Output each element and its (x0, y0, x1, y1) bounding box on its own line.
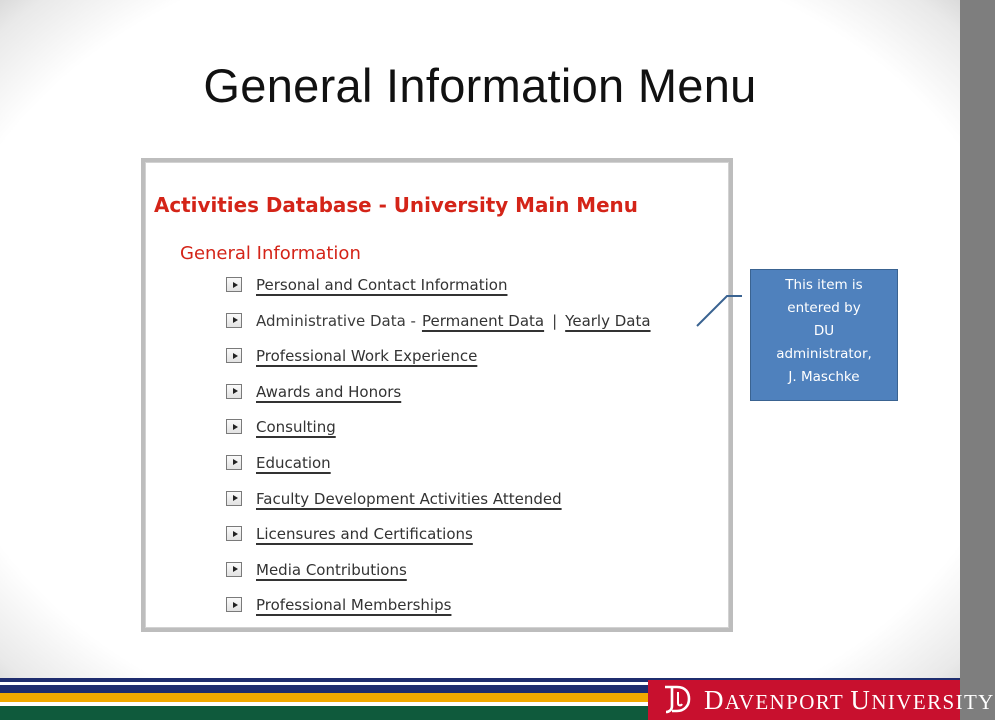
list-item (226, 561, 651, 597)
administrative-data-label: Administrative Data - (256, 311, 416, 330)
link-separator: | (552, 311, 558, 330)
database-header: Activities Database - University Main Menu (154, 193, 638, 217)
davenport-du-logo-icon (662, 684, 692, 716)
embedded-screenshot (141, 158, 733, 632)
list-item (226, 596, 651, 632)
brand-bar (648, 680, 995, 720)
menu-link-yearly-data[interactable]: Yearly Data (565, 311, 651, 330)
screenshot-page (145, 162, 729, 628)
slide-title: General Information Menu (203, 59, 757, 112)
menu-link-personal-contact[interactable]: Personal and Contact Information (256, 276, 508, 294)
play-arrow-icon[interactable] (226, 419, 242, 434)
callout-box (750, 269, 898, 401)
menu-link-education[interactable]: Education (256, 453, 331, 472)
menu-link-memberships[interactable]: Professional Memberships (256, 596, 452, 615)
callout-line-1: This item is (785, 277, 863, 293)
play-arrow-icon[interactable] (226, 491, 242, 506)
play-arrow-icon[interactable] (226, 313, 242, 328)
menu-link-media[interactable]: Media Contributions (256, 560, 407, 579)
menu-list (226, 276, 651, 632)
play-arrow-icon[interactable] (226, 526, 242, 541)
callout-line-3: DU (813, 323, 835, 339)
menu-link-licensures[interactable]: Licensures and Certifications (256, 525, 473, 544)
callout-line-2: entered by (787, 300, 861, 316)
play-arrow-icon[interactable] (226, 597, 242, 612)
list-item (226, 525, 651, 561)
menu-link-awards[interactable]: Awards and Honors (256, 382, 402, 401)
play-arrow-icon[interactable] (226, 455, 242, 470)
play-arrow-icon[interactable] (226, 277, 242, 292)
list-item (226, 347, 651, 383)
list-item (226, 418, 651, 454)
list-item (226, 276, 651, 312)
section-heading: General Information (180, 243, 361, 264)
list-item (226, 490, 651, 526)
list-item (226, 312, 651, 348)
play-arrow-icon[interactable] (226, 384, 242, 399)
callout-line-5: J. Maschke (788, 369, 860, 385)
list-item (226, 454, 651, 490)
list-item (226, 383, 651, 419)
menu-link-permanent-data[interactable]: Permanent Data (421, 311, 545, 330)
menu-link-professional-work[interactable]: Professional Work Experience (256, 347, 478, 366)
callout-line-4: administrator, (776, 346, 872, 362)
play-arrow-icon[interactable] (226, 348, 242, 363)
brand-name: DAVENPORT UNIVERSITY (704, 684, 995, 715)
menu-link-consulting[interactable]: Consulting (256, 418, 336, 437)
play-arrow-icon[interactable] (226, 562, 242, 577)
menu-link-faculty-development[interactable]: Faculty Development Activities Attended (256, 489, 562, 508)
